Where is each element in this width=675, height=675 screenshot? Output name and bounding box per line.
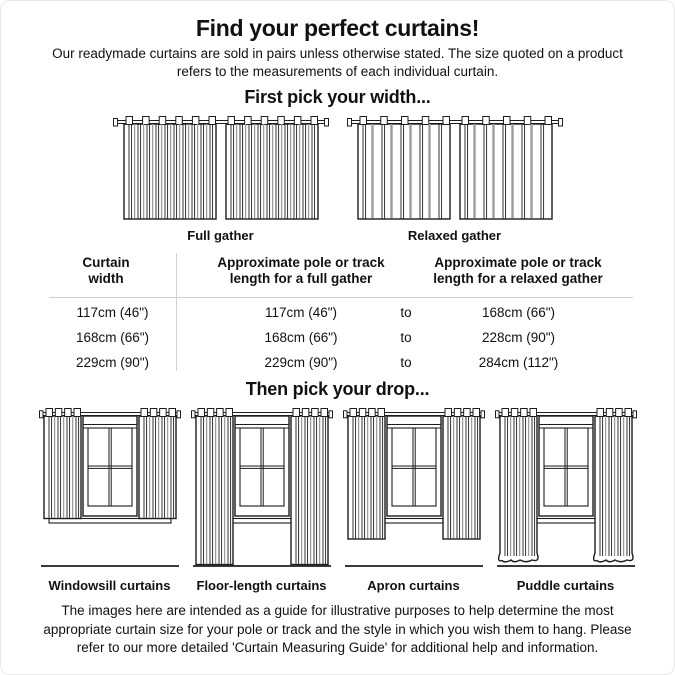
windowsill-curtains-label: Windowsill curtains — [48, 578, 171, 593]
relaxed-gather-illustration — [346, 113, 564, 225]
cell-relaxed-gather: 228cm (90") — [481, 330, 556, 345]
drop-section-heading: Then pick your drop... — [245, 379, 430, 399]
apron-curtains-label: Apron curtains — [367, 578, 460, 593]
cell-full-gather: 229cm (90") — [264, 355, 338, 370]
cell-full-gather: 117cm (46") — [264, 305, 338, 320]
page-subtitle: Our readymade curtains are sold in pairs unless otherwise stated. The size quoted on a product refers to the measurements of each individual curtain. — [52, 46, 623, 79]
cell-full-gather: 168cm (66") — [264, 330, 338, 345]
floor-length-curtains-illustration — [189, 405, 335, 575]
table-header-full-gather: Approximate pole or track length for a full gather — [217, 255, 385, 286]
cell-curtain-width: 117cm (46") — [76, 305, 149, 320]
cell-relaxed-gather: 168cm (66") — [481, 305, 556, 320]
windowsill-curtains-figure — [37, 405, 183, 593]
puddle-curtains-label: Puddle curtains — [516, 578, 615, 593]
floor-length-curtains-label: Floor-length curtains — [196, 578, 327, 593]
relaxed-gather-label: Relaxed gather — [407, 228, 502, 243]
full-gather-label: Full gather — [187, 228, 254, 243]
relaxed-gather-figure — [346, 113, 564, 243]
table-header-curtain-width: Curtain width — [82, 255, 130, 286]
cell-curtain-width: 229cm (90") — [75, 355, 150, 370]
full-gather-illustration — [112, 113, 330, 225]
cell-curtain-width: 168cm (66") — [75, 330, 150, 345]
cell-joiner: to — [400, 330, 412, 345]
cell-relaxed-gather: 284cm (112") — [478, 355, 559, 370]
footer-note: The images here are intended as a guide for illustrative purposes to help determine the most appropriate curtain size for your pole or track and the style in which you wish them to hang. Please refer to our more detailed 'Curtain Measuring Guide' for additional help and information. — [43, 603, 632, 655]
width-section-heading: First pick your width... — [244, 87, 431, 107]
table-header-relaxed-gather: Approximate pole or track length for a relaxed gather — [433, 255, 603, 286]
apron-curtains-illustration — [341, 405, 487, 575]
windowsill-curtains-illustration — [37, 405, 183, 575]
apron-curtains-figure — [341, 405, 487, 593]
gather-figure-row — [1, 113, 674, 243]
size-table — [1, 251, 674, 375]
cell-joiner: to — [400, 355, 412, 370]
full-gather-figure — [112, 113, 330, 243]
floor-length-curtains-figure — [189, 405, 335, 593]
drop-figure-row — [1, 405, 674, 593]
cell-joiner: to — [400, 305, 412, 320]
page-title: Find your perfect curtains! — [195, 15, 480, 41]
table-rule-horizontal — [49, 297, 633, 298]
puddle-curtains-illustration — [493, 405, 639, 575]
puddle-curtains-figure — [493, 405, 639, 593]
